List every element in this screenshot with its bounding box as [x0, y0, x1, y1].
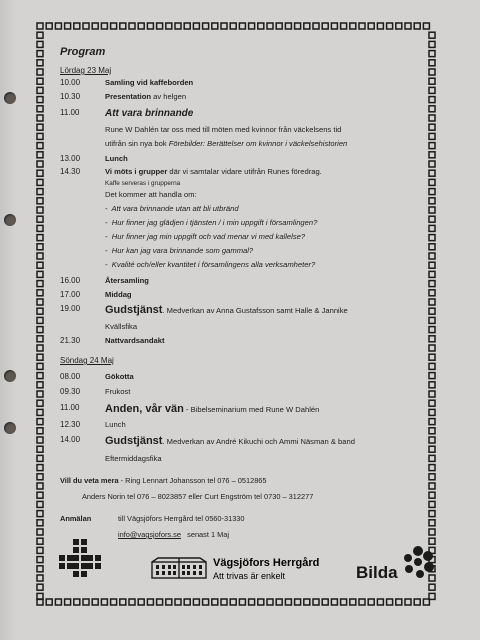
manor-house-logo: [150, 556, 208, 580]
border-link: [184, 23, 190, 29]
border-link: [37, 60, 43, 66]
border-link: [37, 465, 43, 471]
border-link: [239, 599, 245, 605]
border-link: [37, 446, 43, 452]
border-link: [37, 400, 43, 406]
border-link: [429, 400, 435, 406]
border-link: [429, 409, 435, 415]
border-link: [350, 23, 356, 29]
border-link: [230, 23, 236, 29]
border-link: [429, 419, 435, 425]
border-link: [37, 345, 43, 351]
border-link: [429, 529, 435, 535]
border-link: [414, 23, 420, 29]
border-link: [37, 262, 43, 268]
item-detail: . Medverkan av Anna Gustafsson samt Halle & Jannike: [162, 306, 348, 315]
border-link: [429, 327, 435, 333]
item-title: Återsamling: [105, 276, 149, 285]
item-title: Att vara brinnande: [105, 108, 194, 119]
item-title: Nattvardsandakt: [105, 336, 165, 345]
topic-item: - Hur finner jag min uppgift och vad menar vi med kallelse?: [105, 232, 306, 241]
border-link: [175, 599, 181, 605]
border-link: [101, 23, 107, 29]
border-link: [387, 23, 393, 29]
border-link: [429, 115, 435, 121]
border-link: [295, 599, 301, 605]
border-link: [429, 345, 435, 351]
evening-note: Kvällsfika: [105, 322, 138, 331]
border-link: [405, 599, 411, 605]
border-link: [429, 133, 435, 139]
border-link: [429, 382, 435, 388]
border-link: [368, 23, 374, 29]
border-link: [193, 23, 199, 29]
border-link: [83, 23, 89, 29]
border-link: [429, 207, 435, 213]
border-link: [37, 133, 43, 139]
border-link: [429, 290, 435, 296]
border-link: [101, 599, 107, 605]
border-link: [37, 455, 43, 461]
border-link: [429, 78, 435, 84]
cross-logo: [58, 538, 102, 582]
item-title: Gudstjänst: [105, 435, 163, 447]
border-link: [350, 599, 356, 605]
topics-intro: Det kommer att handla om:: [105, 190, 197, 199]
border-link: [368, 599, 374, 605]
border-link: [37, 520, 43, 526]
border-link: [429, 69, 435, 75]
item-time: 14.30: [60, 167, 81, 176]
border-link: [55, 23, 61, 29]
border-link: [37, 557, 43, 563]
border-link: [267, 599, 273, 605]
border-link: [37, 115, 43, 121]
border-link: [331, 599, 337, 605]
border-link: [359, 23, 365, 29]
email-link[interactable]: info@vagsjofors.se: [118, 530, 181, 539]
border-link: [429, 225, 435, 231]
border-link: [37, 529, 43, 535]
border-link: [429, 244, 435, 250]
item-time: 13.00: [60, 154, 81, 163]
border-link: [285, 23, 291, 29]
border-link: [37, 23, 43, 29]
border-link: [429, 32, 435, 38]
border-link: [129, 23, 135, 29]
item-title: Gökotta: [105, 372, 134, 381]
border-link: [405, 23, 411, 29]
item-time: 19.00: [60, 304, 81, 313]
border-link: [37, 290, 43, 296]
border-link: [111, 23, 117, 29]
border-link: [429, 87, 435, 93]
border-link: [429, 299, 435, 305]
border-link: [37, 216, 43, 222]
border-link: [37, 317, 43, 323]
item-title: Lunch: [105, 420, 126, 429]
item-title: Vi möts i grupper: [105, 167, 168, 176]
border-link: [166, 23, 172, 29]
border-link: [37, 566, 43, 572]
border-link: [203, 23, 209, 29]
border-link: [138, 23, 144, 29]
border-link: [111, 599, 117, 605]
border-link: [129, 599, 135, 605]
border-link: [396, 599, 402, 605]
border-link: [37, 419, 43, 425]
border-link: [429, 161, 435, 167]
border-link: [429, 538, 435, 544]
topic-item: - Att vara brinnande utan att bli utbränd: [105, 204, 239, 213]
border-link: [429, 336, 435, 342]
item-time: 11.00: [60, 108, 80, 117]
border-link: [414, 599, 420, 605]
item-time: 16.00: [60, 276, 81, 285]
border-link: [37, 501, 43, 507]
border-link: [37, 152, 43, 158]
border-link: [184, 599, 190, 605]
border-link: [429, 391, 435, 397]
topic-item: - Hur kan jag vara brinnande som gammal?: [105, 246, 254, 255]
border-link: [37, 474, 43, 480]
item-detail: där vi samtalar vidare utifrån Runes föredrag.: [167, 167, 322, 176]
border-link: [37, 179, 43, 185]
border-link: [429, 520, 435, 526]
border-link: [285, 599, 291, 605]
signup-deadline: senast 1 Maj: [187, 530, 230, 539]
border-link: [429, 483, 435, 489]
border-link: [387, 599, 393, 605]
border-link: [74, 23, 80, 29]
border-link: [423, 23, 429, 29]
border-link: [37, 41, 43, 47]
border-link: [396, 23, 402, 29]
afternoon-note: Eftermiddagsfika: [105, 454, 162, 463]
border-link: [37, 327, 43, 333]
border-link: [212, 599, 218, 605]
border-link: [37, 538, 43, 544]
item-time: 08.00: [60, 372, 81, 381]
border-link: [429, 262, 435, 268]
talk-description: Rune W Dahlén tar oss med till möten med kvinnor från väckelsens tid: [105, 125, 342, 134]
topic-item: - Hur finner jag glädjen i tjänsten / i min uppgift i församlingen?: [105, 218, 318, 227]
border-link: [37, 547, 43, 553]
border-link: [37, 235, 43, 241]
talk-description: utifrån sin nya bok Förebilder: Berättelser om kvinnor i väckelsehistorien: [105, 139, 348, 148]
border-link: [304, 23, 310, 29]
border-link: [37, 124, 43, 130]
border-link: [37, 143, 43, 149]
border-link: [37, 373, 43, 379]
border-link: [37, 281, 43, 287]
border-link: [120, 599, 126, 605]
item-title: Gudstjänst: [105, 304, 163, 316]
border-link: [37, 207, 43, 213]
item-detail: - Bibelseminarium med Rune W Dahlén: [183, 405, 320, 414]
border-link: [230, 599, 236, 605]
more-info: [60, 476, 267, 485]
border-link: [429, 60, 435, 66]
border-link: [429, 363, 435, 369]
border-link: [74, 599, 80, 605]
border-link: [276, 599, 282, 605]
item-detail: av helgen: [151, 92, 187, 101]
border-link: [429, 511, 435, 517]
border-link: [429, 317, 435, 323]
border-link: [37, 354, 43, 360]
border-link: [46, 599, 52, 605]
border-link: [37, 32, 43, 38]
border-link: [249, 599, 255, 605]
item-time: 14.00: [60, 435, 81, 444]
item-detail: . Medverkan av André Kikuchi och Ammi Näsman & band: [162, 437, 355, 446]
border-link: [37, 308, 43, 314]
day-label-sunday: Söndag 24 Maj: [60, 356, 114, 365]
border-link: [331, 23, 337, 29]
border-link: [175, 23, 181, 29]
border-link: [37, 225, 43, 231]
border-link: [429, 474, 435, 480]
item-time: 10.00: [60, 78, 81, 87]
border-link: [276, 23, 282, 29]
border-link: [429, 51, 435, 57]
border-link: [65, 599, 71, 605]
item-time: 09.30: [60, 387, 81, 396]
border-link: [429, 492, 435, 498]
border-link: [429, 501, 435, 507]
border-link: [37, 363, 43, 369]
border-link: [377, 23, 383, 29]
item-title: Anden, vår vän: [105, 403, 184, 415]
border-link: [37, 511, 43, 517]
border-link: [249, 23, 255, 29]
border-link: [37, 483, 43, 489]
border-link: [92, 599, 98, 605]
border-link: [37, 189, 43, 195]
border-link: [429, 584, 435, 590]
border-link: [322, 23, 328, 29]
border-link: [37, 78, 43, 84]
border-link: [37, 87, 43, 93]
border-link: [37, 584, 43, 590]
border-link: [37, 69, 43, 75]
border-link: [429, 308, 435, 314]
border-link: [429, 437, 435, 443]
border-link: [120, 23, 126, 29]
border-link: [37, 198, 43, 204]
bilda-logo-text: Bilda: [356, 563, 398, 582]
border-link: [377, 599, 383, 605]
border-link: [37, 391, 43, 397]
topic-item: - Kvalité och/eller kvantitet i församlingens alla verksamheter?: [105, 260, 316, 269]
border-link: [92, 23, 98, 29]
border-link: [55, 599, 61, 605]
border-link: [37, 336, 43, 342]
venue-logo-tagline: Att trivas är enkelt: [213, 571, 286, 581]
item-title: Presentation: [105, 92, 151, 101]
border-link: [83, 599, 89, 605]
border-link: [166, 599, 172, 605]
border-link: [37, 97, 43, 103]
border-link: [212, 23, 218, 29]
border-link: [258, 599, 264, 605]
border-link: [37, 170, 43, 176]
border-link: [37, 271, 43, 277]
more-info-heading: Vill du veta mera: [60, 476, 119, 485]
border-link: [221, 23, 227, 29]
coffee-note: Kaffe serveras i grupperna: [105, 180, 181, 187]
book-title: Förebilder: Berättelser om kvinnor i väckelsehistorien: [168, 139, 348, 148]
item-time: 17.00: [60, 290, 81, 299]
item-title: Lunch: [105, 154, 128, 163]
border-link: [37, 299, 43, 305]
border-link: [429, 281, 435, 287]
border-link: [429, 235, 435, 241]
border-link: [304, 599, 310, 605]
border-link: [322, 599, 328, 605]
border-link: [37, 437, 43, 443]
border-link: [37, 428, 43, 434]
program-heading: Program: [60, 46, 106, 58]
border-link: [295, 23, 301, 29]
border-link: [157, 23, 163, 29]
border-link: [429, 216, 435, 222]
border-link: [193, 599, 199, 605]
border-link: [429, 446, 435, 452]
border-link: [359, 599, 365, 605]
border-link: [429, 124, 435, 130]
item-time: 21.30: [60, 336, 81, 345]
border-link: [429, 189, 435, 195]
item-title: Middag: [105, 290, 132, 299]
border-link: [429, 170, 435, 176]
border-link: [429, 106, 435, 112]
item-time: 10.30: [60, 92, 81, 101]
border-link: [341, 23, 347, 29]
signup-contact: [118, 530, 229, 539]
border-link: [341, 599, 347, 605]
border-link: [429, 41, 435, 47]
border-link: [221, 599, 227, 605]
border-link: [147, 599, 153, 605]
border-link: [157, 599, 163, 605]
border-link: [429, 152, 435, 158]
item-time: 12.30: [60, 420, 81, 429]
border-link: [258, 23, 264, 29]
border-link: [429, 455, 435, 461]
border-link: [429, 465, 435, 471]
border-link: [37, 575, 43, 581]
border-link: [429, 253, 435, 259]
border-link: [65, 23, 71, 29]
item-time: 11.00: [60, 403, 80, 412]
border-link: [46, 23, 52, 29]
border-link: [429, 97, 435, 103]
border-link: [429, 271, 435, 277]
border-link: [429, 373, 435, 379]
border-link: [37, 409, 43, 415]
bilda-flower-logo: [398, 545, 438, 581]
border-link: [429, 179, 435, 185]
border-link: [429, 198, 435, 204]
item-title: Frukost: [105, 387, 131, 396]
border-link: [37, 492, 43, 498]
border-link: [37, 106, 43, 112]
border-link: [313, 599, 319, 605]
border-link: [138, 599, 144, 605]
item-title: Samling vid kaffeborden: [105, 78, 194, 87]
border-link: [429, 428, 435, 434]
border-link: [37, 382, 43, 388]
border-link: [239, 23, 245, 29]
border-link: [37, 51, 43, 57]
border-link: [37, 253, 43, 259]
contact-line: Anders Norin tel 076 – 8023857 eller Curt Engström tel 0730 – 312277: [82, 492, 314, 501]
border-link: [313, 23, 319, 29]
contact-line: - Ring Lennart Johansson tel 076 – 0512865: [118, 476, 267, 485]
signup-heading: Anmälan: [60, 514, 92, 523]
venue-logo-name: Vägsjöfors Herrgård: [213, 557, 320, 569]
border-link: [429, 143, 435, 149]
border-link: [37, 244, 43, 250]
border-link: [267, 23, 273, 29]
border-link: [147, 23, 153, 29]
border-link: [429, 354, 435, 360]
signup-line: till Vägsjöfors Herrgård tel 0560-31330: [118, 514, 245, 523]
day-label-saturday: Lördag 23 Maj: [60, 66, 112, 75]
border-link: [203, 599, 209, 605]
border-link: [37, 161, 43, 167]
